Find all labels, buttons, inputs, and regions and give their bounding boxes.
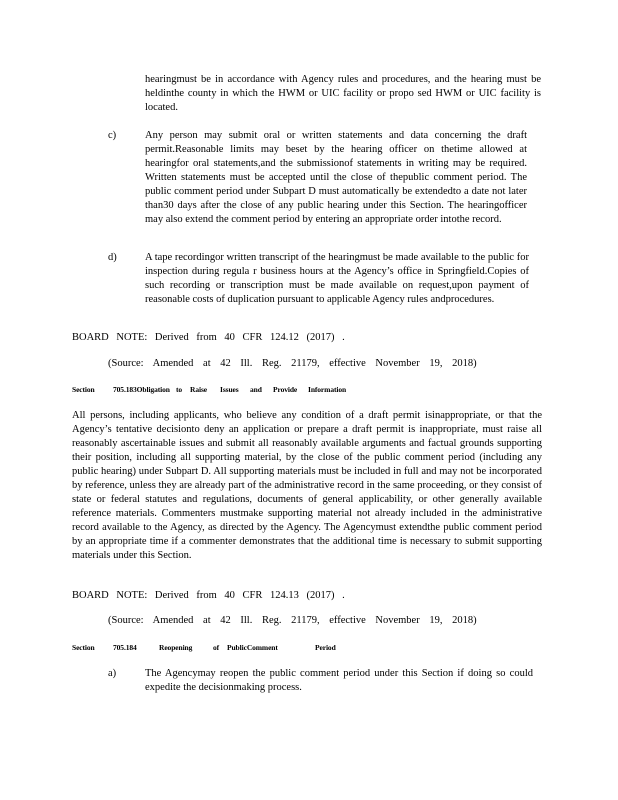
section-title-word: Issues [220,385,239,394]
section-title-word: and [250,385,262,394]
paragraph-obligation: All persons, including applicants, who believe any condition of a draft permit isinappropriate, or that the Agency’s tentative decisionto deny an application or prepare a draft permit is inappropriate, must raise all reasonably ascertainable issues and submit all reasonably available arguments and factual grounds supporting their position, including all supporting material, by the close of the public comment period (including any public hearing) under Subpart D. All supporting materials must be included in full and may not be incorporated by reference, unless they are already part of the administrative record in the same proceeding, or they consist of state or federal statutes and regulations, documents of general applicability, or other generally available reference materials. Commenters mustmake supporting material not already included in the administrative record available to the Agency, as directed by the Agency. The Agencymust extendthe public comment period by an appropriate time if a commenter demonstrates that the additional time is necessary to submit supporting materials under this Section. [72,410,542,561]
section-label: Section [72,385,95,394]
source-note-2: (Source: Amended at 42 Ill. Reg. 21179, effective November 19, 2018) [108,615,477,626]
section-title-word: Reopening [159,643,193,652]
section-number: 705.184 [113,643,137,652]
section-title-word: of [213,643,220,652]
section-title-word: Information [308,385,347,394]
section-title-word: PublicComment [227,643,278,652]
board-note-2: BOARD NOTE: Derived from 40 CFR 124.13 (2017) . [72,590,345,601]
item-a-label: a) [108,668,117,679]
section-number: 705.183Obligation [113,385,170,394]
section-label: Section [72,643,95,652]
item-d-label: d) [108,252,117,263]
section-705-184-heading [72,643,336,653]
section-title-word: to [176,385,183,394]
source-note-1: (Source: Amended at 42 Ill. Reg. 21179, effective November 19, 2018) [108,358,477,369]
section-title-word: Provide [273,385,298,394]
section-title-word: Period [315,643,336,652]
section-705-183-heading [72,385,346,395]
paragraph-hearing-location: hearingmust be in accordance with Agency rules and procedures, and the hearing must be heldinthe county in which the HWM or UIC facility or propo sed HWM or UIC facility is located. [145,74,541,113]
item-d-text: A tape recordingor written transcript of the hearingmust be made available to the public for inspection during regula r business hours at the Agency’s office in Springfield.Copies of such recording or transcription must be made available on request,upon payment of reasonable costs of duplication pursuant to applicable Agency rules andprocedures. [145,252,529,305]
item-c-text: Any person may submit oral or written statements and data concerning the draft permit.Reasonable limits may beset by the hearing officer on thetime allowed at hearingfor oral statements,and the submissionof statements in writing may be required. Written statements must be accepted until the close of thepublic comment period. The public comment period under Subpart D must automatically be extendedto a date not later than30 days after the close of any public hearing under this Section. The hearingofficer may also extend the comment period by entering an appropriate order intothe record. [145,130,527,225]
item-c-label: c) [108,130,117,141]
item-a-text: The Agencymay reopen the public comment period under this Section if doing so could expedite the decisionmaking process. [145,668,533,693]
section-title-word: Raise [190,385,207,394]
board-note-1: BOARD NOTE: Derived from 40 CFR 124.12 (2017) . [72,332,345,343]
